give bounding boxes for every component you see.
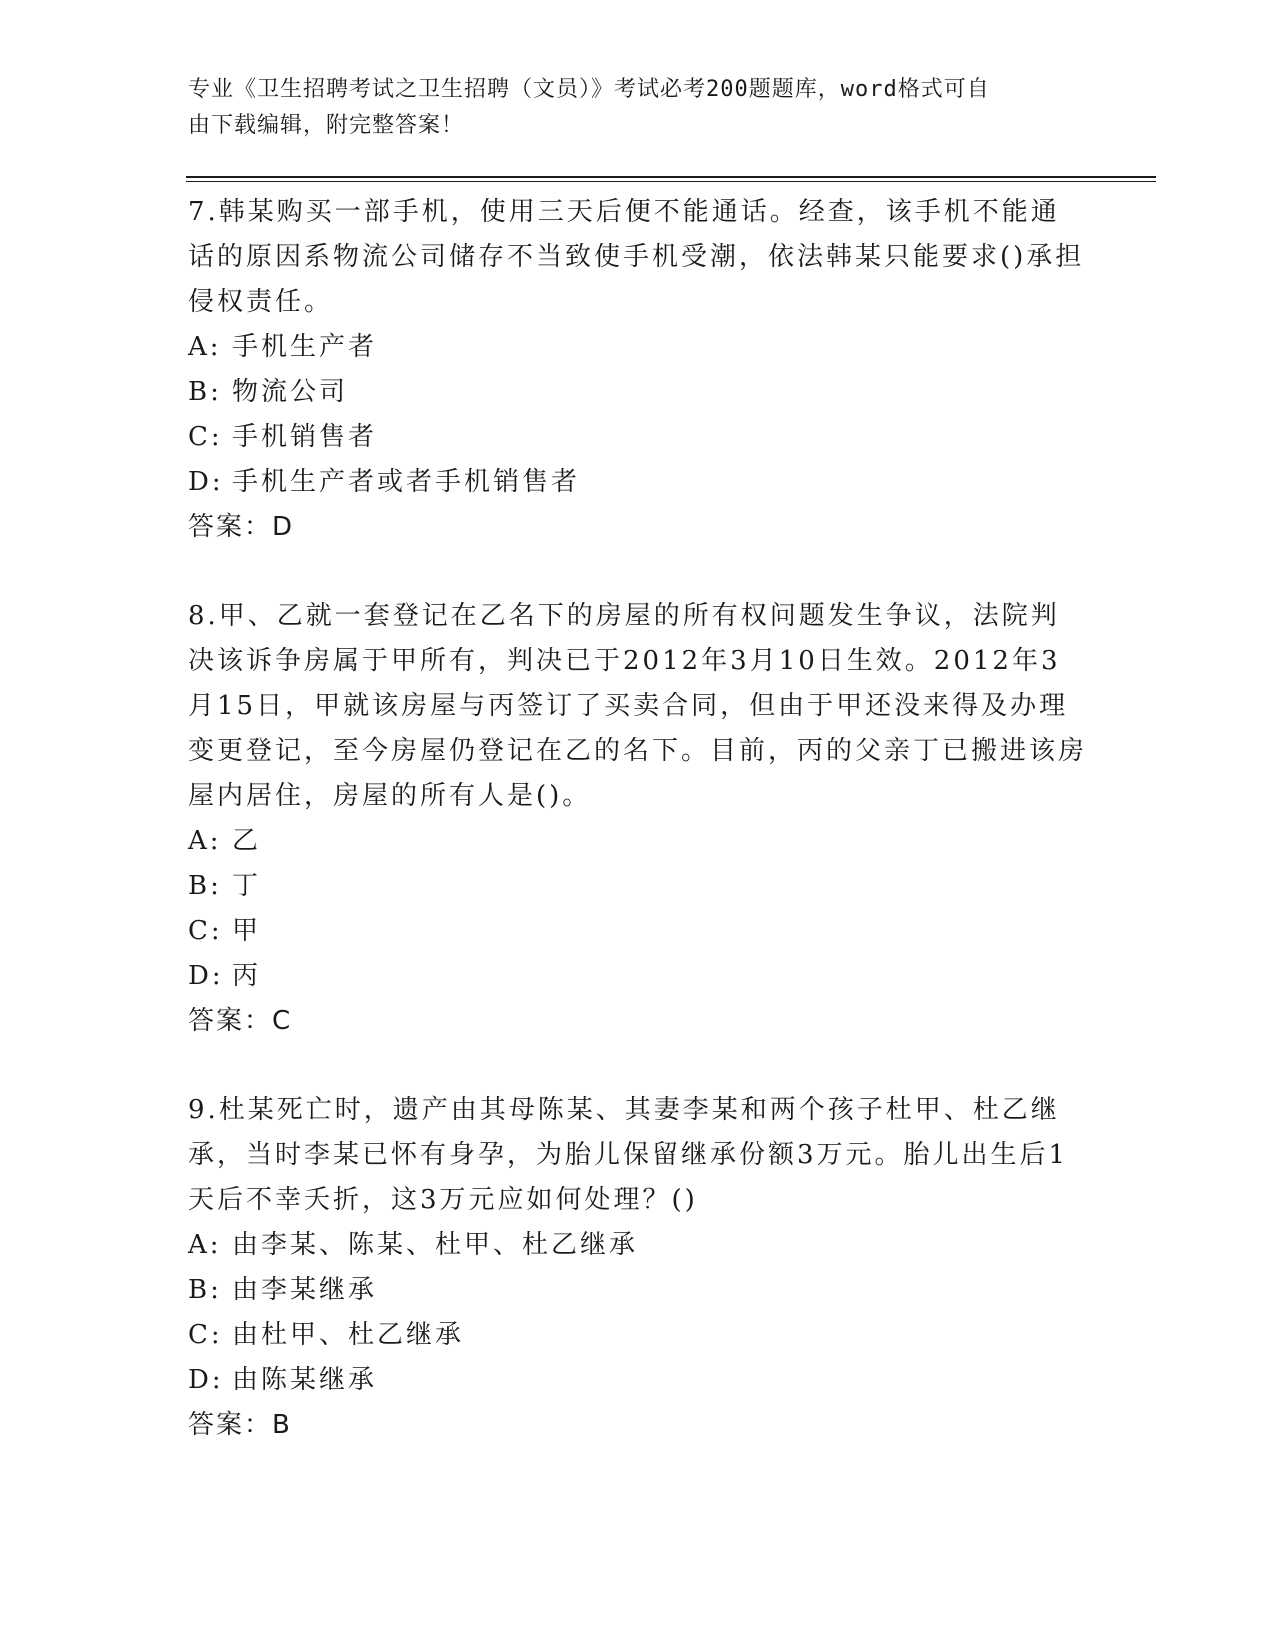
- option-text: 由李某、陈某、杜甲、杜乙继承: [232, 1230, 639, 1260]
- option-b: [188, 864, 1088, 909]
- question-text: 9.杜某死亡时，遗产由其母陈某、其妻李某和两个孩子杜甲、杜乙继承，当时李某已怀有身孕，为胎儿保留继承份额3万元。胎儿出生后1天后不幸夭折，这3万元应如何处理？(): [188, 1095, 1069, 1215]
- option-text: 丁: [232, 871, 262, 901]
- option-a: [188, 819, 1088, 864]
- option-key: B:: [188, 377, 222, 407]
- option-a: [188, 1223, 1088, 1268]
- option-text: 手机生产者或者手机销售者: [232, 467, 581, 497]
- question-text: 7.韩某购买一部手机，使用三天后便不能通话。经查，该手机不能通话的原因系物流公司储存不当致使手机受潮，依法韩某只能要求()承担侵权责任。: [188, 197, 1085, 317]
- option-key: C:: [188, 422, 223, 452]
- option-text: 乙: [232, 826, 262, 856]
- answer-line: 答案：D: [188, 512, 295, 542]
- header-rule-thin: [186, 181, 1156, 182]
- header-line-1: 专业《卫生招聘考试之卫生招聘（文员）》考试必考200题题库，word格式可自: [188, 77, 990, 102]
- option-key: A:: [188, 332, 222, 362]
- header-line-2: 由下载编辑，附完整答案！: [188, 113, 465, 138]
- option-text: 手机生产者: [232, 332, 378, 362]
- option-b: [188, 1268, 1088, 1313]
- option-a: [188, 325, 1088, 370]
- option-key: D:: [188, 467, 224, 497]
- option-text: 甲: [232, 916, 262, 946]
- question-text: 8.甲、乙就一套登记在乙名下的房屋的所有权问题发生争议，法院判决该诉争房属于甲所有，判决已于2012年3月10日生效。2012年3月15日，甲就该房屋与丙签订了买卖合同，但由于甲还没来得及办理变更登记，至今房屋仍登记在乙的名下。目前，丙的父亲丁已搬进该房屋内居住，房屋的所有人是()。: [188, 601, 1088, 811]
- option-key: D:: [188, 1365, 224, 1395]
- option-text: 由陈某继承: [232, 1365, 378, 1395]
- option-key: B:: [188, 871, 222, 901]
- option-key: C:: [188, 1320, 223, 1350]
- option-c: [188, 415, 1088, 460]
- option-d: [188, 954, 1088, 999]
- option-key: A:: [188, 1230, 222, 1260]
- option-d: [188, 460, 1088, 505]
- option-text: 物流公司: [232, 377, 349, 407]
- question-list: [188, 190, 1088, 1492]
- question-9: [188, 1088, 1088, 1448]
- option-key: D:: [188, 961, 224, 991]
- header-rule-thick: [186, 176, 1156, 178]
- option-text: 丙: [232, 961, 262, 991]
- option-key: A:: [188, 826, 222, 856]
- option-text: 由李某继承: [232, 1275, 378, 1305]
- question-7: [188, 190, 1088, 550]
- option-key: C:: [188, 916, 223, 946]
- option-d: [188, 1358, 1088, 1403]
- option-b: [188, 370, 1088, 415]
- document-header: [188, 72, 1068, 144]
- option-text: 手机销售者: [232, 422, 378, 452]
- answer-line: 答案：B: [188, 1410, 292, 1440]
- option-c: [188, 1313, 1088, 1358]
- option-key: B:: [188, 1275, 222, 1305]
- option-text: 由杜甲、杜乙继承: [232, 1320, 465, 1350]
- option-c: [188, 909, 1088, 954]
- answer-line: 答案：C: [188, 1006, 293, 1036]
- question-8: [188, 594, 1088, 1044]
